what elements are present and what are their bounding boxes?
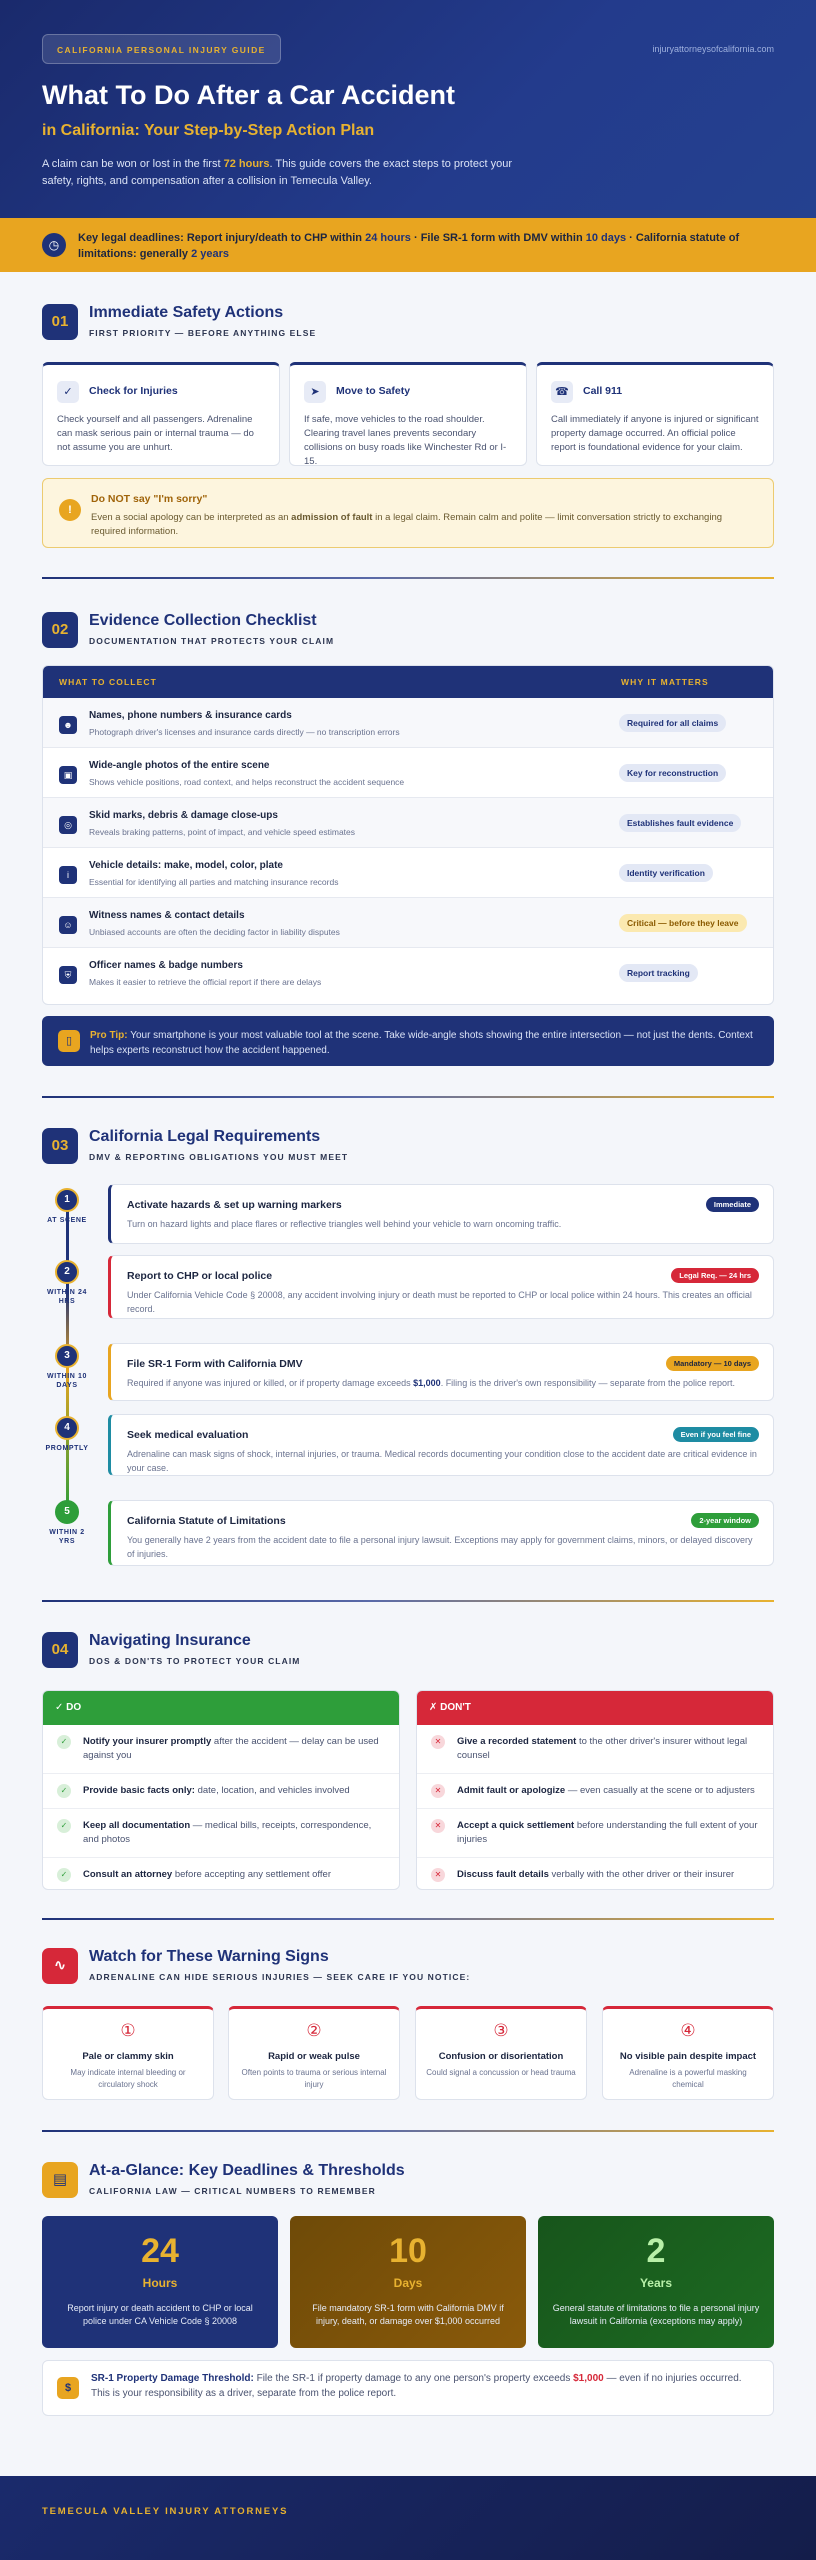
stat-card-years: [538, 2216, 774, 2348]
stat-desc: General statute of limitations to file a personal injury lawsuit in California (exceptions may apply): [552, 2303, 760, 2326]
section-number: 01: [42, 304, 78, 340]
step-badge: Mandatory — 10 days: [666, 1356, 759, 1371]
guide-tag: CALIFORNIA PERSONAL INJURY GUIDE: [42, 34, 281, 64]
card-desc: Call immediately if anyone is injured or significant property damage occurred. An official police report is foundational evidence for your claim.: [551, 414, 759, 453]
row-badge: Establishes fault evidence: [619, 814, 741, 832]
stats-row: [42, 2216, 774, 2348]
table-row: [43, 848, 773, 898]
row-title: Vehicle details: make, model, color, plate: [89, 860, 283, 871]
sign-number: ②: [306, 2021, 322, 2040]
card-desc: If safe, move vehicles to the road shoulder. Clearing travel lanes prevents secondary collisions on busy roads like Winchester Rd or I-15.: [304, 414, 507, 467]
badge-icon: ⛨: [59, 966, 77, 984]
person-icon: ☻: [59, 716, 77, 734]
stat-value: 2: [646, 2232, 666, 2270]
section-title: Evidence Collection Checklist: [89, 612, 317, 629]
step-medical: [108, 1414, 774, 1476]
deadline-bar: [0, 218, 816, 272]
intro-text: A claim can be won or lost in the first 72 hours. This guide covers the exact steps to protect your safety, rights, and compensation after a collision in Temecula Valley.: [42, 158, 512, 187]
col-why: WHY IT MATTERS: [621, 677, 709, 687]
stat-value: 10: [389, 2232, 427, 2270]
stat-unit: Hours: [142, 2276, 178, 2290]
do-header: ✓ DO: [43, 1691, 399, 1725]
row-title: Names, phone numbers & insurance cards: [89, 710, 292, 721]
sign-desc: Often points to trauma or serious internal injury: [241, 2068, 387, 2089]
warning-signs-row: [42, 2006, 774, 2102]
step-sr1: [108, 1343, 774, 1401]
row-title: Wide-angle photos of the entire scene: [89, 760, 270, 771]
do-item: ✓ Notify your insurer promptly after the accident — delay can be used against you: [43, 1725, 399, 1774]
smartphone-icon: ▯: [58, 1030, 80, 1052]
card-title: Move to Safety: [336, 385, 411, 397]
card-move-safety: [289, 362, 527, 466]
clock-icon: ◷: [42, 233, 66, 257]
card-desc: Check yourself and all passengers. Adrenaline can mask serious pain or internal trauma — do not assume you are unhurt.: [57, 414, 254, 453]
section-divider: [42, 2130, 774, 2132]
timeline-label: WITHIN 24 HRS: [46, 1289, 87, 1305]
section-number: 03: [42, 1128, 78, 1164]
dont-item: ✕ Admit fault or apologize — even casually at the scene or to adjusters: [417, 1774, 773, 1809]
x-icon: ✕: [431, 1819, 445, 1833]
stat-unit: Years: [639, 2276, 673, 2290]
timeline-label: AT SCENE: [47, 1217, 87, 1224]
evidence-table: [42, 665, 774, 1005]
timeline-dot: 3: [55, 1344, 79, 1368]
card-check-injuries: [42, 362, 280, 466]
footer-brand: TEMECULA VALLEY INJURY ATTORNEYS: [42, 2506, 289, 2517]
section-subtitle: DMV & REPORTING OBLIGATIONS YOU MUST MEET: [89, 1152, 349, 1162]
site-url[interactable]: injuryattorneysofcalifornia.com: [652, 44, 774, 54]
row-desc: Makes it easier to retrieve the official report if there are delays: [89, 977, 322, 987]
table-row: [43, 798, 773, 848]
timeline-label: PROMPTLY: [45, 1445, 89, 1452]
check-icon: ✓: [57, 1819, 71, 1833]
deadline-text: Key legal deadlines: Report injury/death to CHP within 24 hours · File SR-1 form with DMV within 10 days · California statute of limitations: generally 2 years: [78, 232, 740, 260]
step-desc: You generally have 2 years from the accident date to file a personal injury lawsuit. Exceptions may apply for government claims, minors, or delayed discovery of injuries.: [127, 1535, 753, 1559]
section-divider: [42, 1918, 774, 1920]
heartbeat-icon: ∿: [42, 1948, 78, 1984]
section-subtitle: DOCUMENTATION THAT PROTECTS YOUR CLAIM: [89, 636, 335, 646]
pro-tip: [42, 1016, 774, 1066]
row-desc: Shows vehicle positions, road context, and helps reconstruct the accident sequence: [89, 777, 405, 787]
section-divider: [42, 1600, 774, 1602]
sign-desc: Could signal a concussion or head trauma: [426, 2068, 576, 2077]
timeline-dot: 5: [55, 1500, 79, 1524]
dont-item: ✕ Accept a quick settlement before understanding the full extent of your injuries: [417, 1809, 773, 1858]
stat-card-days: [290, 2216, 526, 2348]
image-icon: ▣: [59, 766, 77, 784]
section-insurance-header: [42, 1632, 774, 1672]
stat-desc: Report injury or death accident to CHP or local police under CA Vehicle Code § 20008: [67, 2303, 253, 2326]
timeline-dot: 1: [55, 1188, 79, 1212]
tip-text: Pro Tip: Your smartphone is your most valuable tool at the scene. Take wide-angle shots showing the entire intersection — not just the dents. Context helps experts reconstruct how the accident happened.: [90, 1030, 753, 1056]
stat-desc: File mandatory SR-1 form with California DMV if injury, death, or damage over $1,000 occurred: [312, 2303, 504, 2326]
page-subtitle: in California: Your Step-by-Step Action Plan: [42, 122, 375, 139]
card-title: Call 911: [583, 385, 623, 397]
target-icon: ◎: [59, 816, 77, 834]
step-title: California Statute of Limitations: [127, 1515, 286, 1527]
section-number: 04: [42, 1632, 78, 1668]
section-legal-header: [42, 1128, 774, 1168]
row-desc: Reveals braking patterns, point of impact, and vehicle speed estimates: [89, 827, 356, 837]
step-hazards: [108, 1184, 774, 1244]
section-subtitle: FIRST PRIORITY — BEFORE ANYTHING ELSE: [89, 328, 317, 338]
step-badge: 2-year window: [691, 1513, 759, 1528]
section-subtitle: DOS & DON'TS TO PROTECT YOUR CLAIM: [89, 1656, 301, 1666]
row-badge: Required for all claims: [619, 714, 726, 732]
table-row: [43, 748, 773, 798]
info-icon: i: [59, 866, 77, 884]
check-icon: ✓: [57, 1868, 71, 1882]
phone-icon: ☎: [551, 381, 573, 403]
do-item: ✓ Provide basic facts only: date, location, and vehicles involved: [43, 1774, 399, 1809]
timeline-label: WITHIN 2 YRS: [49, 1529, 85, 1545]
sign-card: [228, 2006, 400, 2100]
page-title: What To Do After a Car Accident: [42, 80, 456, 110]
sign-desc: Adrenaline is a powerful masking chemical: [629, 2068, 747, 2089]
section-subtitle: ADRENALINE CAN HIDE SERIOUS INJURIES — SEEK CARE IF YOU NOTICE:: [89, 1972, 471, 1982]
row-badge: Report tracking: [619, 964, 698, 982]
row-desc: Unbiased accounts are often the deciding factor in liability disputes: [89, 927, 340, 937]
hero-header: [0, 0, 816, 218]
sign-card: [415, 2006, 587, 2100]
dont-item: ✕ Give a recorded statement to the other driver's insurer without legal counsel: [417, 1725, 773, 1774]
row-desc: Photograph driver's licenses and insurance cards directly — no transcription errors: [89, 727, 400, 737]
row-badge: Identity verification: [619, 864, 713, 882]
row-desc: Essential for identifying all parties and matching insurance records: [89, 877, 339, 887]
do-item: ✓ Keep all documentation — medical bills, receipts, correspondence, and photos: [43, 1809, 399, 1858]
sr1-threshold-note: [42, 2360, 774, 2416]
dont-column: [416, 1690, 774, 1890]
col-what: WHAT TO COLLECT: [59, 677, 157, 687]
section-title: Watch for These Warning Signs: [89, 1948, 329, 1965]
section-evidence-header: [42, 612, 774, 652]
sign-card: [602, 2006, 774, 2100]
section-title: Immediate Safety Actions: [89, 304, 284, 321]
section-warning-header: [42, 1948, 774, 1988]
section-glance-header: [42, 2162, 774, 2202]
dont-item: ✕ Discuss fault details verbally with the other driver or their insurer: [417, 1858, 773, 1890]
row-title: Officer names & badge numbers: [89, 960, 243, 971]
navigation-arrow-icon: ➤: [304, 381, 326, 403]
card-call-911: [536, 362, 774, 466]
x-icon: ✕: [431, 1868, 445, 1882]
dollar-icon: $: [57, 2377, 79, 2399]
stat-value: 24: [141, 2232, 179, 2270]
section-title: Navigating Insurance: [89, 1632, 251, 1649]
step-badge: Even if you feel fine: [673, 1427, 759, 1442]
sr1-text: SR-1 Property Damage Threshold: File the SR-1 if property damage to any one person's property exceeds $1,000 — even if no injuries occurred. This is your responsibility as a driver, separate from the police report.: [91, 2373, 742, 2399]
timeline-dot: 2: [55, 1260, 79, 1284]
check-icon: ✓: [57, 1784, 71, 1798]
step-desc: Adrenaline can mask signs of shock, internal injuries, or trauma. Medical records documenting your condition close to the accident date are critical evidence in your case.: [127, 1449, 757, 1473]
people-icon: ☺: [59, 916, 77, 934]
warning-title: Do NOT say "I'm sorry": [91, 493, 208, 505]
document-icon: ▤: [42, 2162, 78, 2198]
sign-title: Confusion or disorientation: [438, 2051, 564, 2062]
warning-desc: Even a social apology can be interpreted as an admission of fault in a legal claim. Remain calm and polite — limit conversation strictly to exchanging required information.: [91, 512, 723, 537]
section-divider: [42, 577, 774, 579]
table-row: [43, 698, 773, 748]
step-title: Seek medical evaluation: [127, 1429, 249, 1441]
step-desc: Turn on hazard lights and place flares or reflective triangles well behind your vehicle to warn oncoming traffic.: [127, 1219, 562, 1229]
section-subtitle: CALIFORNIA LAW — CRITICAL NUMBERS TO REMEMBER: [89, 2186, 376, 2196]
footer: [0, 2476, 816, 2560]
step-statute: [108, 1500, 774, 1566]
table-row: [43, 898, 773, 948]
section-number: 02: [42, 612, 78, 648]
row-title: Skid marks, debris & damage close-ups: [89, 810, 278, 821]
step-report-chp: [108, 1255, 774, 1319]
x-icon: ✕: [431, 1735, 445, 1749]
check-shield-icon: ✓: [57, 381, 79, 403]
sign-number: ③: [493, 2021, 509, 2040]
step-title: File SR-1 Form with California DMV: [127, 1358, 303, 1370]
sign-desc: May indicate internal bleeding or circulatory shock: [70, 2068, 186, 2089]
sign-number: ①: [120, 2021, 136, 2040]
step-desc: Required if anyone was injured or killed, or if property damage exceeds $1,000. Filing is the driver's own responsibility — separate from the police report.: [127, 1378, 736, 1388]
step-desc: Under California Vehicle Code § 20008, any accident involving injury or death must be reported to CHP or local police within 24 hours. This creates an official record.: [127, 1290, 752, 1314]
row-title: Witness names & contact details: [89, 910, 245, 921]
timeline-label: WITHIN 10 DAYS: [46, 1373, 87, 1389]
step-badge: Immediate: [706, 1197, 759, 1212]
do-item: ✓ Consult an attorney before accepting any settlement offer: [43, 1858, 399, 1890]
stat-card-hours: [42, 2216, 278, 2348]
row-badge: Critical — before they leave: [619, 914, 747, 932]
table-header: [43, 666, 773, 698]
sign-title: No visible pain despite impact: [619, 2051, 757, 2062]
section-divider: [42, 1096, 774, 1098]
dont-header: ✗ DON'T: [417, 1691, 773, 1725]
sign-number: ④: [680, 2021, 696, 2040]
row-badge: Key for reconstruction: [619, 764, 726, 782]
step-title: Report to CHP or local police: [127, 1270, 273, 1282]
step-title: Activate hazards & set up warning markers: [127, 1199, 342, 1211]
timeline-dot: 4: [55, 1416, 79, 1440]
sign-card: [42, 2006, 214, 2100]
stat-unit: Days: [393, 2276, 423, 2290]
sign-title: Rapid or weak pulse: [268, 2051, 360, 2062]
warning-no-apology: [42, 478, 774, 548]
card-title: Check for Injuries: [89, 385, 178, 397]
check-icon: ✓: [57, 1735, 71, 1749]
step-badge: Legal Req. — 24 hrs: [671, 1268, 759, 1283]
warning-icon: !: [59, 499, 81, 521]
x-icon: ✕: [431, 1784, 445, 1798]
section-title: California Legal Requirements: [89, 1128, 321, 1145]
do-column: [42, 1690, 400, 1890]
section-title: At-a-Glance: Key Deadlines & Thresholds: [89, 2162, 405, 2179]
sign-title: Pale or clammy skin: [82, 2051, 174, 2062]
section-safety-header: [42, 304, 774, 344]
table-row: [43, 948, 773, 998]
